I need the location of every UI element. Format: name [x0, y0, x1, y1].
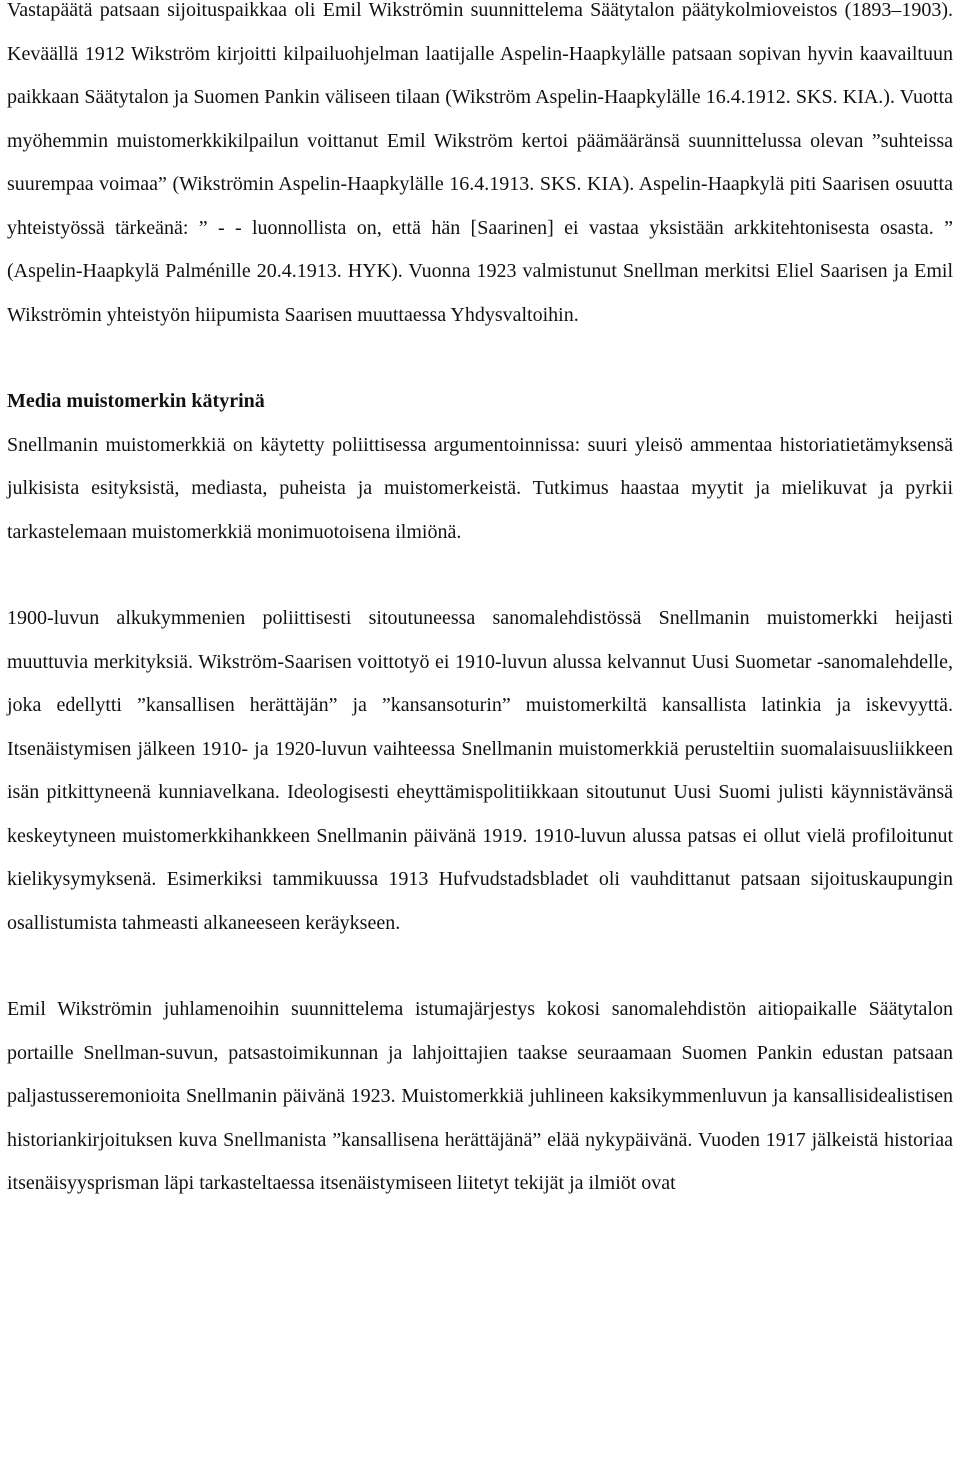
- section-heading: Media muistomerkin kätyrinä: [7, 390, 265, 412]
- paragraph-sculpture-site: Vastapäätä patsaan sijoituspaikkaa oli Emil Wikströmin suunnittelema Säätytalon päätykolmioveistos (1893–1903). Keväällä 1912 Wikström kirjoitti kilpailuohjelman laatijalle Aspelin-Haapkylälle patsaan sopivan hyvin kaavailtuun paikkaan Säätytalon ja Suomen Pankin väliseen tilaan (Wikström Aspelin-Haapkylälle 16.4.1912. SKS. KIA.). Vuotta myöhemmin muistomerkkikilpailun voittanut Emil Wikström kertoi päämääränsä suunnittelussa olevan ”suhteissa suurempaa voimaa” (Wikströmin Aspelin-Haapkylälle 16.4.1913. SKS. KIA). Aspelin-Haapkylä piti Saarisen osuutta yhteistyössä tärkeänä: ” - - luonnollista on, että hän [Saarinen] ei vastaa yksistään arkkitehtonisesta osasta. ” (Aspelin-Haapkylä Palménille 20.4.1913. HYK). Vuonna 1923 valmistunut Snellman merkitsi Eliel Saarisen ja Emil Wikströmin yhteistyön hiipumista Saarisen muuttaessa Yhdysvaltoihin.: [7, 0, 953, 326]
- paragraph-media-argument: Snellmanin muistomerkkiä on käytetty poliittisessa argumentoinnissa: suuri yleisö ammentaa historiatietämyksensä julkisista esityksistä, mediasta, puheista ja muistomerkeistä. Tutkimus haastaa myytit ja mielikuvat ja pyrkii tarkastelemaan muistomerkkiä monimuotoisena ilmiönä.: [7, 433, 953, 543]
- paragraph-press-meanings: 1900-luvun alkukymmenien poliittisesti sitoutuneessa sanomalehdistössä Snellmanin muistomerkki heijasti muuttuvia merkityksiä. Wikström-Saarisen voittotyö ei 1910-luvun alussa kelvannut Uusi Suometar -sanomalehdelle, joka edellytti ”kansallisen herättäjän” ja ”kansansoturin” muistomerkiltä kansallista latinkia ja iskevyyttä. Itsenäistymisen jälkeen 1910- ja 1920-luvun vaihteessa Snellmanin muistomerkkiä perusteltiin suomalaisuusliikkeen isän pitkittyneenä kunniavelkana. Ideologisesti eheyttämispolitiikkaan sitoutunut Uusi Suomi julisti käynnistävänsä keskeytyneen muistomerkkihankkeen Snellmanin päivänä 1919. 1910-luvun alussa patsas ei ollut vielä profiloitunut kielikysymyksenä. Esimerkiksi tammikuussa 1913 Hufvudstadsbladet oli vauhdittanut patsaan sijoituskaupungin osallistumista tahmeasti alkaneeseen keräykseen.: [7, 607, 953, 934]
- paragraph-ceremony-seating: Emil Wikströmin juhlamenoihin suunnittelema istumajärjestys kokosi sanomalehdistön aitiopaikalle Säätytalon portaille Snellman-suvun, patsastoimikunnan ja lahjoittajien taakse seuraamaan Suomen Pankin edustan patsaan paljastusseremonioita Snellmanin päivänä 1923. Muistomerkkiä juhlineen kaksikymmenluvun ja kansallisidealistisen historiankirjoituksen kuva Snellmanista ”kansallisena herättäjänä” elää nykypäivänä. Vuoden 1917 jälkeistä historiaa itsenäisyysprisman läpi tarkasteltaessa itsenäistymiseen liitetyt tekijät ja ilmiöt ovat: [7, 998, 953, 1194]
